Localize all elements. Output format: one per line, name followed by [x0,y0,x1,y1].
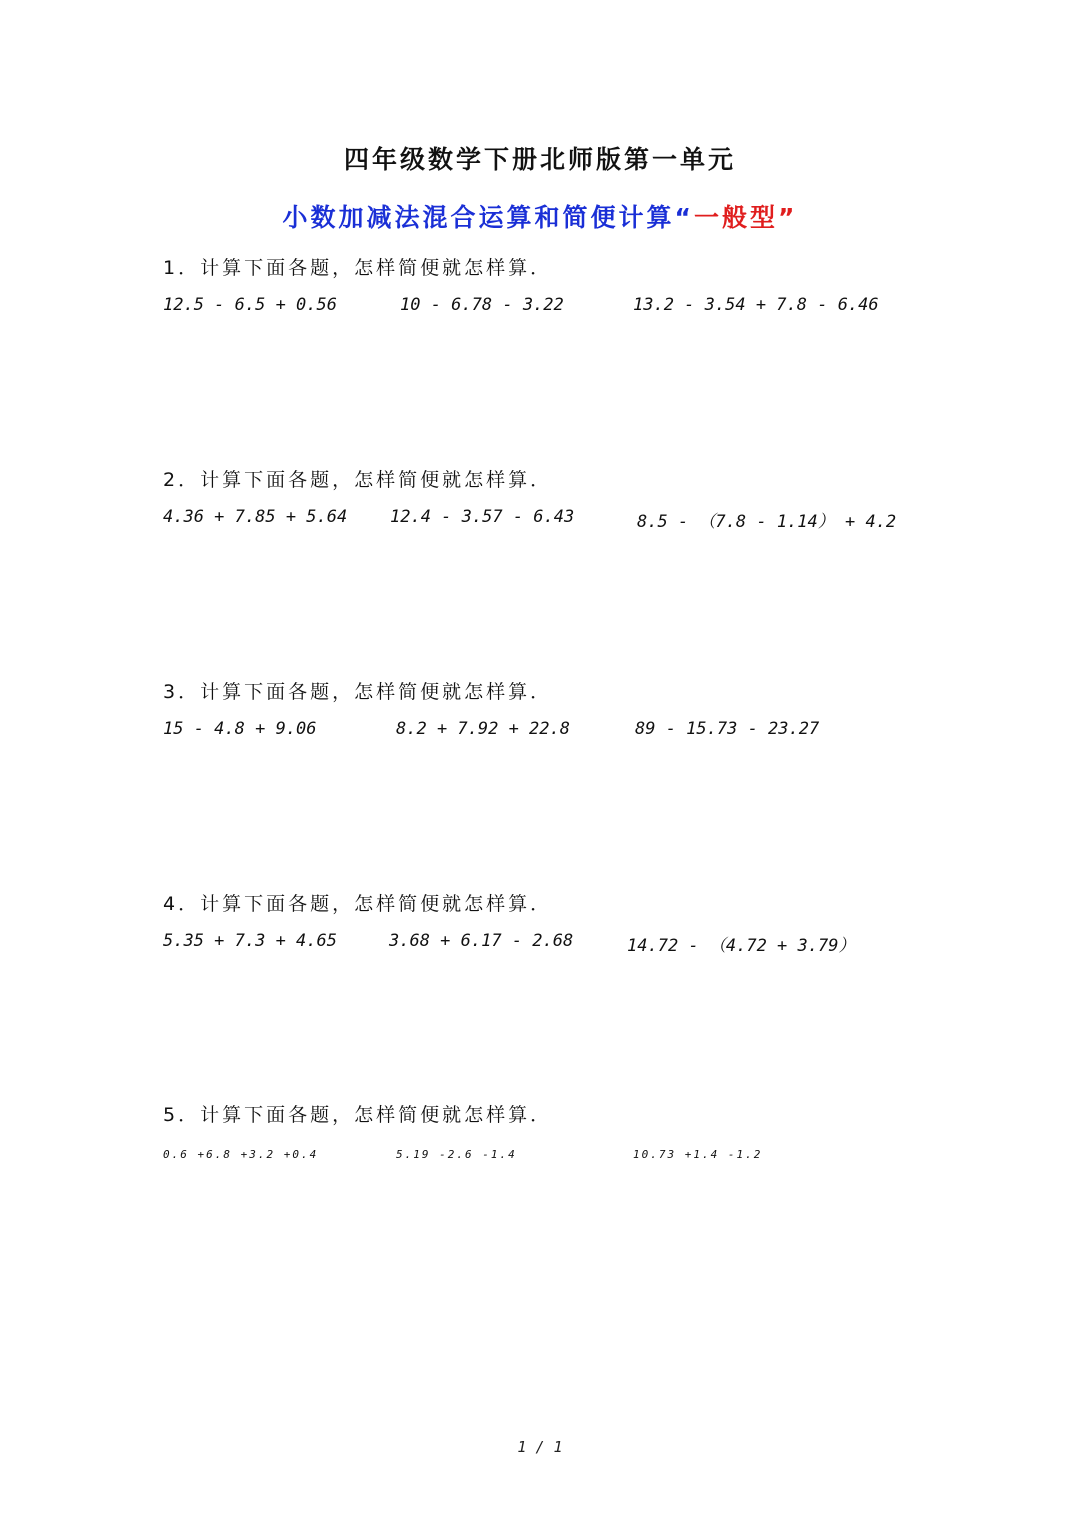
exercise-section-3 [163,677,923,759]
problem-5-1: 0.6 +6.8 +3.2 +0.4 [163,1148,319,1161]
subtitle-highlight: 一般型 [693,203,778,232]
exercise-instruction: 3．计算下面各题，怎样简便就怎样算． [163,681,553,703]
exercise-instruction: 4．计算下面各题，怎样简便就怎样算． [163,893,553,915]
problem-3-2: 8.2 + 7.92 + 22.8 [396,719,570,739]
exercise-section-1 [163,253,923,335]
problem-3-1: 15 - 4.8 + 9.06 [163,719,317,739]
problem-2-3: 8.5 - （7.8 - 1.14） + 4.2 [637,512,897,532]
problem-3-3: 89 - 15.73 - 23.27 [635,719,820,739]
page-title: 四年级数学下册北师版第一单元 [343,145,736,174]
subtitle-close-quote: ” [778,203,798,232]
problem-4-1: 5.35 + 7.3 + 4.65 [163,931,337,951]
problem-2-1: 4.36 + 7.85 + 5.64 [163,507,348,527]
problem-1-3: 13.2 - 3.54 + 7.8 - 6.46 [633,295,879,315]
problem-row [163,507,923,547]
exercise-instruction: 2．计算下面各题，怎样简便就怎样算． [163,469,553,491]
problem-4-2: 3.68 + 6.17 - 2.68 [389,931,574,951]
problem-row [163,295,923,335]
problem-5-2: 5.19 -2.6 -1.4 [396,1148,517,1161]
problem-row [163,719,923,759]
exercise-section-4 [163,889,923,971]
page-number: 1 / 1 [517,1438,563,1456]
exercise-section-5 [163,1100,923,1182]
subtitle-main: 小数加减法混合运算和简便计算“ [282,203,694,232]
problem-row [163,1142,923,1182]
exercise-instruction: 5．计算下面各题，怎样简便就怎样算． [163,1104,553,1126]
problem-5-3: 10.73 +1.4 -1.2 [633,1148,763,1161]
exercise-section-2 [163,465,923,547]
problem-1-2: 10 - 6.78 - 3.22 [400,295,564,315]
exercise-instruction: 1．计算下面各题，怎样简便就怎样算． [163,257,553,279]
problem-row [163,931,923,971]
page-subtitle [0,198,1080,234]
problem-1-1: 12.5 - 6.5 + 0.56 [163,295,337,315]
problem-2-2: 12.4 - 3.57 - 6.43 [390,507,575,527]
problem-4-3: 14.72 - （4.72 + 3.79） [627,936,856,956]
